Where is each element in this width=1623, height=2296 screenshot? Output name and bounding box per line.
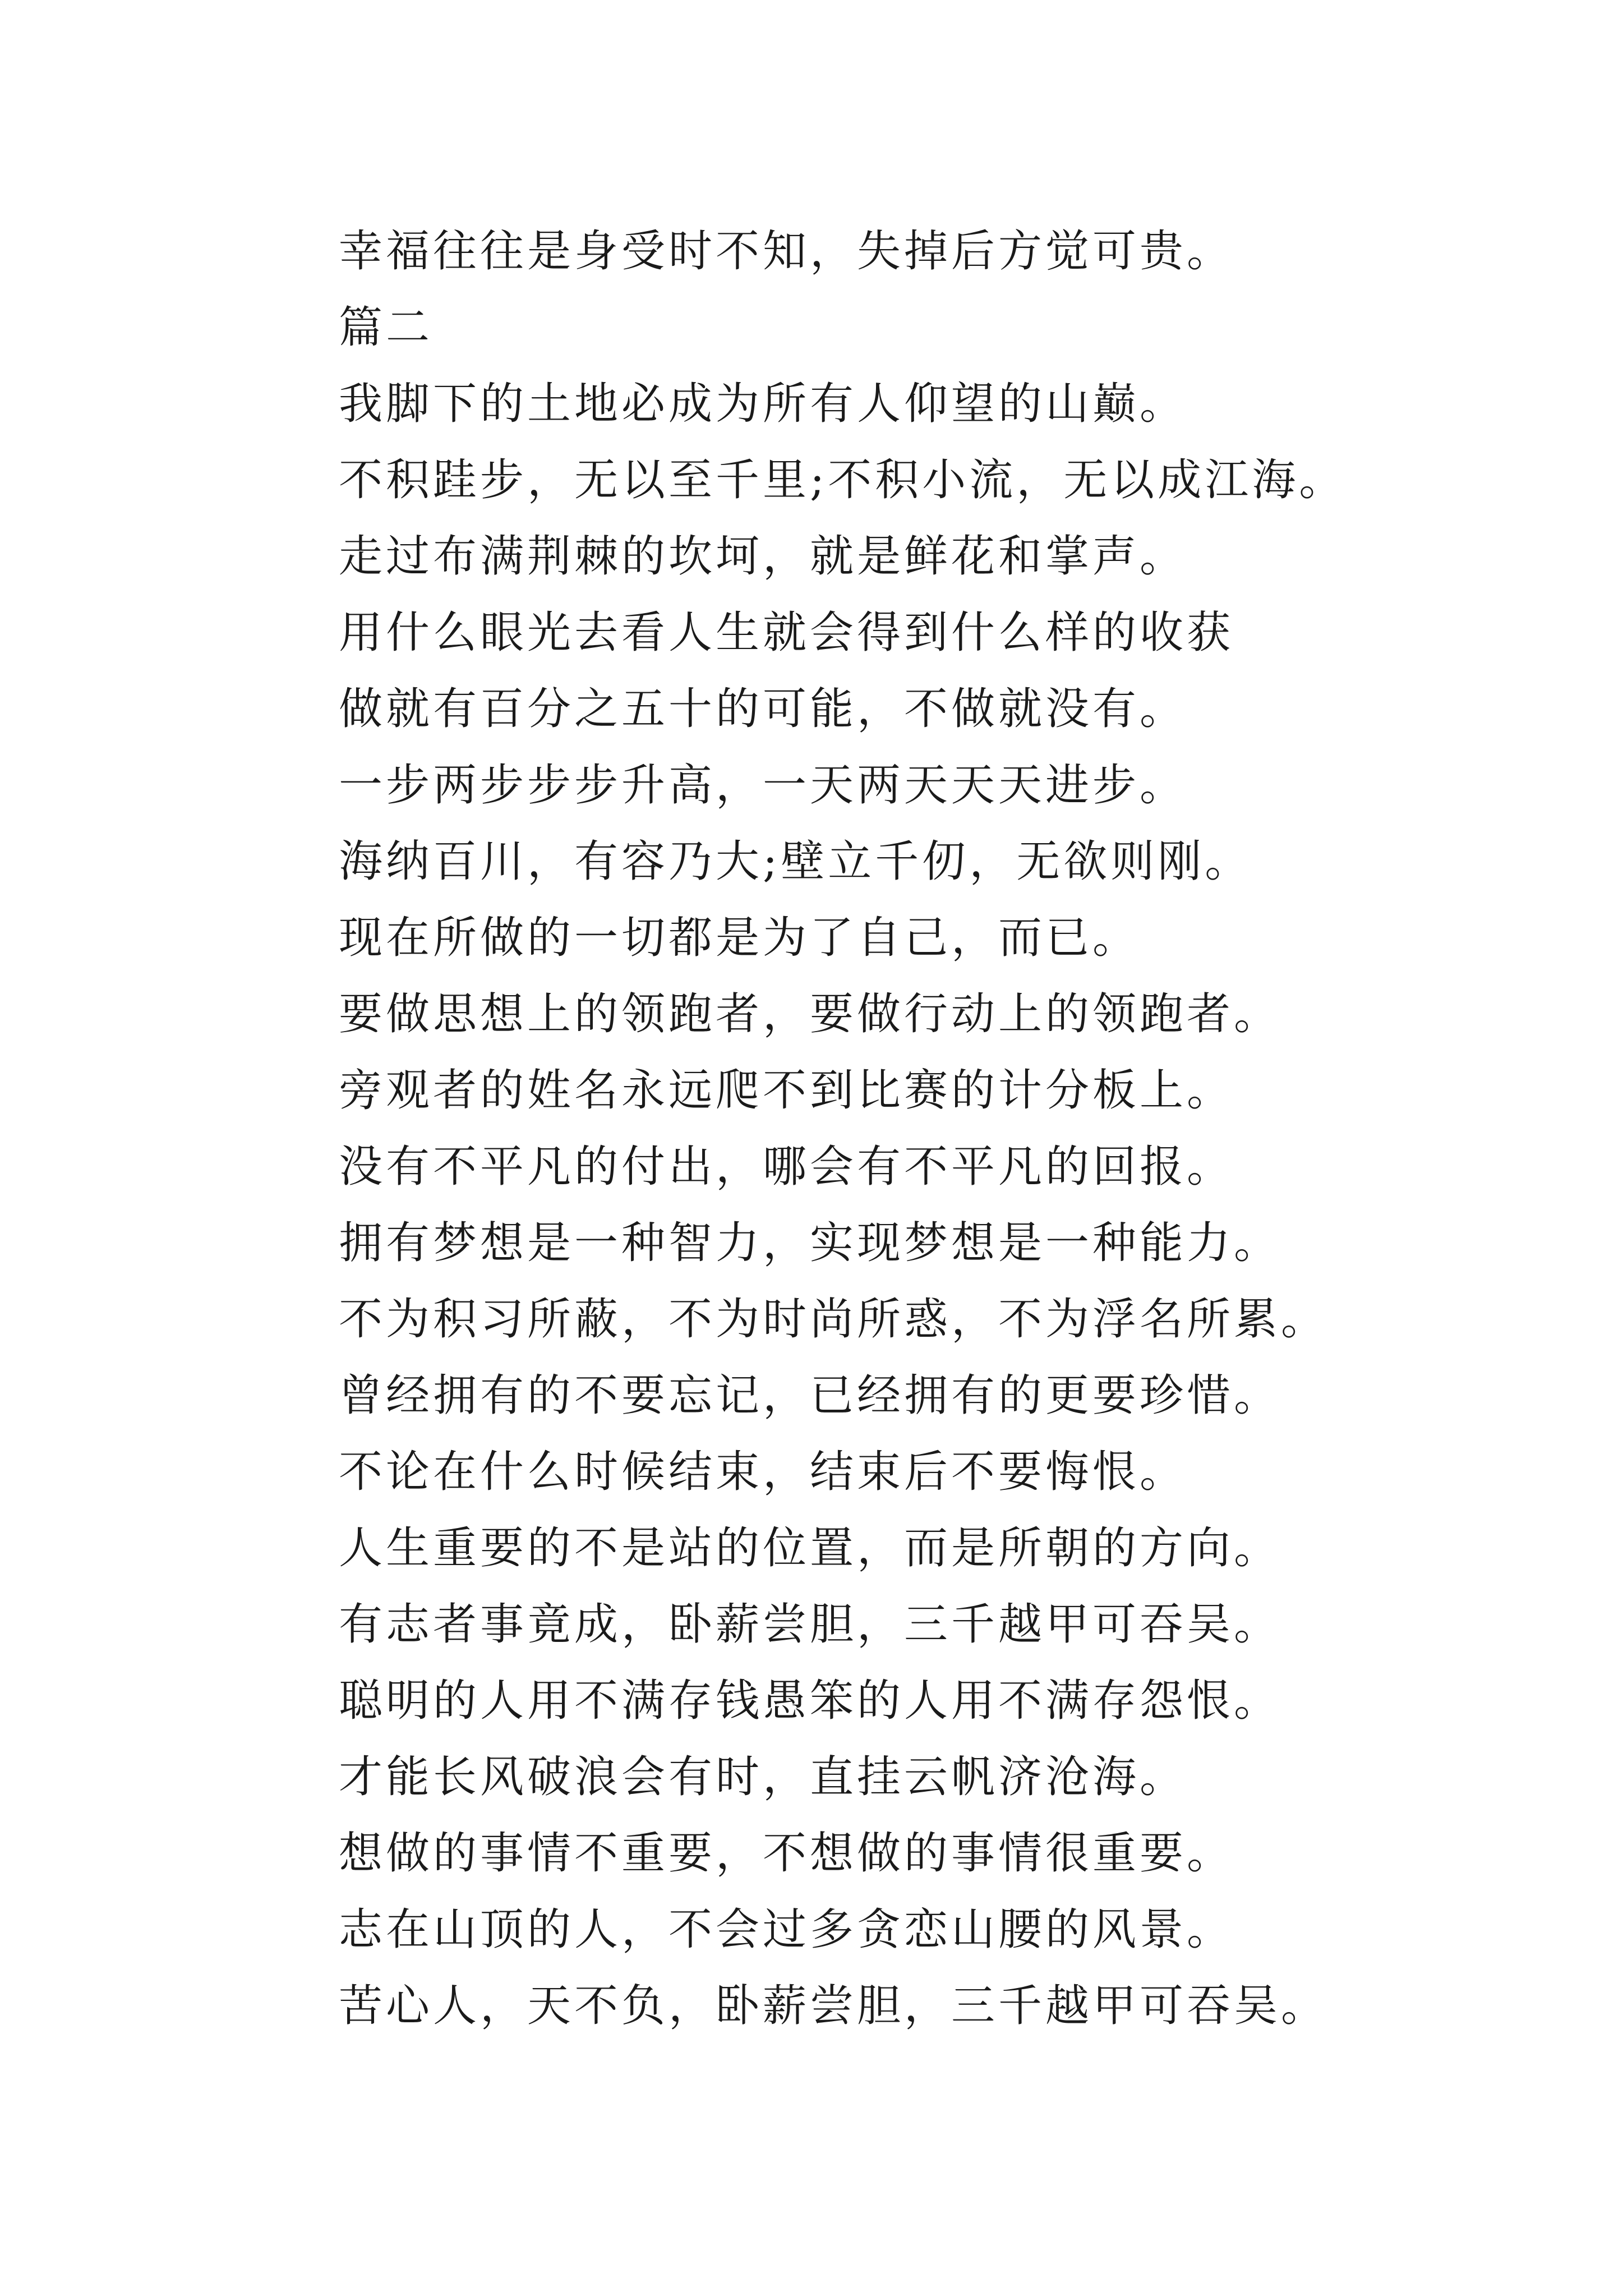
text-line: 想做的事情不重要，不想做的事情很重要。 — [339, 1828, 1234, 1879]
text-line: 不论在什么时候结束，结束后不要悔恨。 — [339, 1447, 1187, 1497]
text-line: 海纳百川，有容乃大;壁立千仞，无欲则刚。 — [339, 836, 1252, 887]
text-line: 苦心人，天不负，卧薪尝胆，三千越甲可吞吴。 — [339, 1981, 1329, 2031]
text-line: 志在山顶的人，不会过多贪恋山腰的风景。 — [339, 1904, 1234, 1955]
text-line: 拥有梦想是一种智力，实现梦想是一种能力。 — [339, 1218, 1281, 1268]
text-line: 我脚下的土地必成为所有人仰望的山巅。 — [339, 379, 1187, 429]
section-heading: 篇二 — [339, 302, 434, 353]
text-line: 走过布满荆棘的坎坷，就是鲜花和掌声。 — [339, 531, 1187, 582]
text-line: 不为积习所蔽，不为时尚所惑，不为浮名所累。 — [339, 1294, 1329, 1345]
text-line: 要做思想上的领跑者，要做行动上的领跑者。 — [339, 989, 1281, 1039]
document-body — [339, 213, 1516, 2044]
text-line: 旁观者的姓名永远爬不到比赛的计分板上。 — [339, 1065, 1234, 1116]
text-line: 不积跬步，无以至千里;不积小流，无以成江海。 — [339, 455, 1347, 505]
text-line: 曾经拥有的不要忘记，已经拥有的更要珍惜。 — [339, 1370, 1281, 1421]
text-line: 现在所做的一切都是为了自己，而已。 — [339, 913, 1140, 963]
text-line: 才能长风破浪会有时，直挂云帆济沧海。 — [339, 1752, 1187, 1802]
text-line: 有志者事竟成，卧薪尝胆，三千越甲可吞吴。 — [339, 1599, 1281, 1650]
text-line: 幸福往往是身受时不知，失掉后方觉可贵。 — [339, 226, 1234, 277]
text-line: 没有不平凡的付出，哪会有不平凡的回报。 — [339, 1142, 1234, 1192]
text-line: 聪明的人用不满存钱愚笨的人用不满存怨恨。 — [339, 1676, 1281, 1726]
text-line: 用什么眼光去看人生就会得到什么样的收获 — [339, 608, 1234, 658]
text-line: 一步两步步步升高，一天两天天天进步。 — [339, 760, 1187, 811]
text-line: 人生重要的不是站的位置，而是所朝的方向。 — [339, 1523, 1281, 1573]
text-line: 做就有百分之五十的可能，不做就没有。 — [339, 684, 1187, 734]
